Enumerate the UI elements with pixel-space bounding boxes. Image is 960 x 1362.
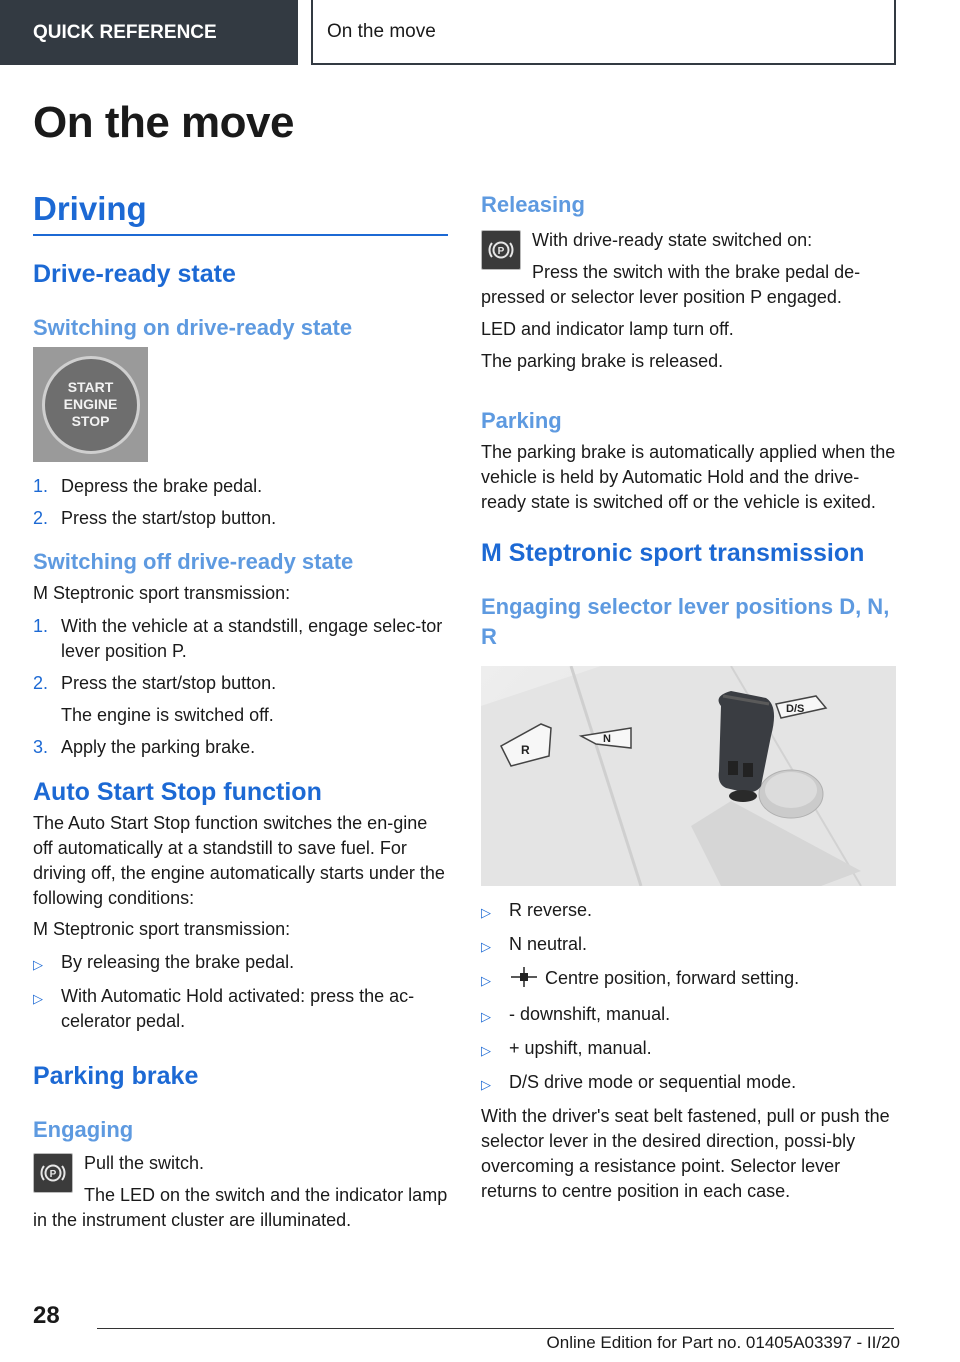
button-text-start: START bbox=[67, 379, 114, 395]
heading-engaging: Engaging bbox=[33, 1117, 134, 1142]
bullet-text: - downshift, manual. bbox=[509, 1004, 671, 1024]
switch-off-intro: M Steptronic sport transmission: bbox=[33, 583, 291, 603]
releasing-line-4: The parking brake is released. bbox=[481, 351, 724, 371]
step-text: Press the start/stop button. bbox=[61, 673, 277, 693]
step-number: 2. bbox=[33, 673, 49, 693]
bullet-text: Centre position, forward setting. bbox=[545, 968, 800, 988]
bullet-text: By releasing the brake pedal. bbox=[61, 952, 295, 972]
bullet-triangle-icon: ▷ bbox=[481, 973, 491, 988]
engaging-line-2: The LED on the switch and the indicator lamp in the instrument cluster are illuminated. bbox=[33, 1185, 448, 1230]
bullet-triangle-icon: ▷ bbox=[33, 957, 43, 972]
step-number: 1. bbox=[33, 476, 49, 496]
step-number: 2. bbox=[33, 508, 49, 528]
list-item bbox=[481, 1036, 896, 1063]
step-text: Press the start/stop button. bbox=[61, 508, 277, 528]
list-item bbox=[33, 614, 448, 664]
selector-bullets bbox=[481, 898, 896, 1097]
step-subtext: The engine is switched off. bbox=[61, 705, 274, 725]
auto-start-stop-intro: M Steptronic sport transmission: bbox=[33, 919, 291, 939]
footer-divider bbox=[97, 1328, 894, 1329]
releasing-block bbox=[481, 228, 896, 374]
list-item bbox=[481, 898, 896, 925]
step-number: 3. bbox=[33, 737, 49, 757]
section-tab bbox=[0, 0, 298, 65]
start-stop-button-face bbox=[42, 356, 140, 454]
step-number: 1. bbox=[33, 616, 49, 636]
bullet-triangle-icon: ▷ bbox=[481, 1009, 491, 1024]
chapter-tab bbox=[311, 0, 896, 65]
bullet-triangle-icon: ▷ bbox=[481, 1043, 491, 1058]
list-item bbox=[33, 506, 448, 531]
heading-parking-brake: Parking brake bbox=[33, 1062, 199, 1090]
heading-selector-positions: Engaging selector lever positions D, N, R bbox=[481, 594, 890, 649]
selector-lever-image bbox=[481, 666, 896, 886]
image-label-r: R bbox=[521, 743, 530, 757]
step-text: Depress the brake pedal. bbox=[61, 476, 263, 496]
step-text: Apply the parking brake. bbox=[61, 737, 256, 757]
bullet-text: With Automatic Hold activated: press the ac‐celerator pedal. bbox=[61, 986, 415, 1031]
heading-releasing: Releasing bbox=[481, 192, 585, 217]
svg-text:P: P bbox=[497, 246, 505, 257]
heading-switching-off: Switching off drive-ready state bbox=[33, 549, 354, 574]
selector-body: With the driver's seat belt fastened, pull or push the selector lever in the desired direction, possi‐bly overcoming a resistance point. Selector lever returns to centre position in each case. bbox=[481, 1106, 890, 1201]
left-column bbox=[33, 190, 448, 1233]
right-column bbox=[481, 190, 896, 1204]
releasing-line-1: With drive-ready state switched on: bbox=[532, 230, 813, 250]
parking-brake-icon bbox=[481, 230, 521, 270]
bullet-triangle-icon: ▷ bbox=[33, 991, 43, 1006]
heading-switching-on: Switching on drive-ready state bbox=[33, 315, 353, 340]
heading-parking: Parking bbox=[481, 408, 562, 433]
bullet-text: + upshift, manual. bbox=[509, 1038, 652, 1058]
parking-body: The parking brake is automatically applied when the vehicle is held by Automatic Hold and the drive-ready state is switched off or the vehicle is exited. bbox=[481, 442, 896, 512]
step-text: With the vehicle at a standstill, engage selec‐tor lever position P. bbox=[61, 616, 443, 661]
list-item bbox=[33, 671, 448, 728]
bullet-triangle-icon: ▷ bbox=[481, 1077, 491, 1092]
heading-auto-start-stop: Auto Start Stop function bbox=[33, 778, 322, 806]
list-item bbox=[33, 984, 448, 1034]
releasing-line-3: LED and indicator lamp turn off. bbox=[481, 319, 734, 339]
page-number: 28 bbox=[33, 1302, 60, 1329]
button-text-engine: ENGINE bbox=[63, 396, 118, 412]
list-item bbox=[481, 932, 896, 959]
footer-edition: Online Edition for Part no. 01405A03397 - II/20 bbox=[546, 1333, 900, 1352]
list-item bbox=[481, 1070, 896, 1097]
section-label: QUICK REFERENCE bbox=[33, 21, 217, 43]
auto-start-stop-bullets bbox=[33, 950, 448, 1034]
auto-start-stop-body: The Auto Start Stop function switches the en‐gine off automatically at a standstill to save fuel. For driving off, the engine automatically starts under the following conditions: bbox=[33, 813, 445, 908]
start-stop-button-image bbox=[33, 347, 148, 462]
switch-on-steps bbox=[33, 474, 448, 531]
image-label-ds: D/S bbox=[786, 703, 805, 715]
bullet-triangle-icon: ▷ bbox=[481, 939, 491, 954]
releasing-line-2: Press the switch with the brake pedal de‐pressed or selector lever position P engaged. bbox=[481, 262, 861, 307]
list-item bbox=[481, 966, 896, 995]
heading-driving: Driving bbox=[33, 190, 448, 236]
bullet-text: N neutral. bbox=[509, 934, 588, 954]
heading-drive-ready: Drive-ready state bbox=[33, 260, 236, 288]
button-text-stop: STOP bbox=[71, 413, 110, 429]
list-item bbox=[33, 950, 448, 977]
engaging-line-1: Pull the switch. bbox=[84, 1153, 205, 1173]
switch-off-steps bbox=[33, 614, 448, 760]
bullet-text: D/S drive mode or sequential mode. bbox=[509, 1072, 797, 1092]
bullet-triangle-icon: ▷ bbox=[481, 905, 491, 920]
list-item bbox=[481, 1002, 896, 1029]
chapter-label: On the move bbox=[327, 20, 436, 42]
list-item bbox=[33, 474, 448, 499]
heading-transmission: M Steptronic sport transmission bbox=[481, 539, 865, 567]
engaging-block bbox=[33, 1151, 448, 1233]
bullet-text: R reverse. bbox=[509, 900, 593, 920]
page-title: On the move bbox=[33, 98, 294, 147]
image-label-n: N bbox=[603, 733, 611, 745]
centre-position-icon bbox=[509, 966, 539, 995]
parking-brake-icon bbox=[33, 1153, 73, 1193]
list-item bbox=[33, 735, 448, 760]
svg-text:P: P bbox=[49, 1169, 57, 1180]
